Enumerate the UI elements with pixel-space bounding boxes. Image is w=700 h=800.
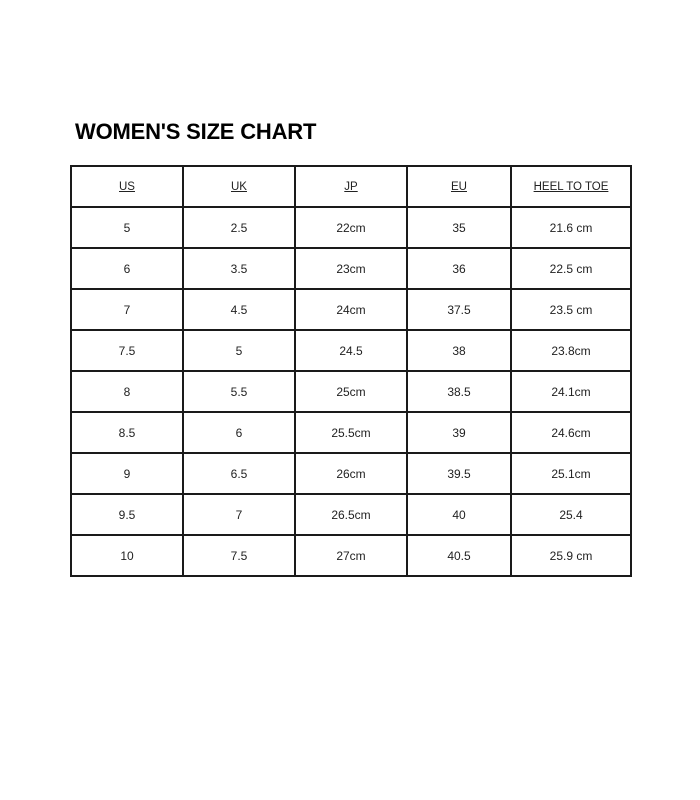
cell-eu: 39.5 bbox=[407, 453, 511, 494]
cell-jp: 25.5cm bbox=[295, 412, 407, 453]
table-row bbox=[71, 289, 631, 330]
cell-us: 7 bbox=[71, 289, 183, 330]
cell-eu: 35 bbox=[407, 207, 511, 248]
table-row bbox=[71, 412, 631, 453]
table-row bbox=[71, 453, 631, 494]
table-row bbox=[71, 207, 631, 248]
cell-us: 8 bbox=[71, 371, 183, 412]
cell-uk: 6 bbox=[183, 412, 295, 453]
cell-heel-to-toe: 23.8cm bbox=[511, 330, 631, 371]
header-us: US bbox=[71, 166, 183, 207]
cell-heel-to-toe: 25.9 cm bbox=[511, 535, 631, 576]
cell-uk: 6.5 bbox=[183, 453, 295, 494]
chart-title: WOMEN'S SIZE CHART bbox=[75, 119, 317, 144]
table-row bbox=[71, 535, 631, 576]
cell-uk: 2.5 bbox=[183, 207, 295, 248]
cell-eu: 40 bbox=[407, 494, 511, 535]
cell-jp: 24cm bbox=[295, 289, 407, 330]
cell-heel-to-toe: 24.6cm bbox=[511, 412, 631, 453]
cell-eu: 38.5 bbox=[407, 371, 511, 412]
table-row bbox=[71, 330, 631, 371]
cell-heel-to-toe: 25.1cm bbox=[511, 453, 631, 494]
cell-eu: 40.5 bbox=[407, 535, 511, 576]
cell-heel-to-toe: 25.4 bbox=[511, 494, 631, 535]
cell-uk: 7.5 bbox=[183, 535, 295, 576]
cell-eu: 39 bbox=[407, 412, 511, 453]
cell-jp: 25cm bbox=[295, 371, 407, 412]
size-table bbox=[70, 165, 632, 577]
cell-eu: 37.5 bbox=[407, 289, 511, 330]
cell-uk: 5 bbox=[183, 330, 295, 371]
table-row bbox=[71, 371, 631, 412]
cell-jp: 23cm bbox=[295, 248, 407, 289]
cell-us: 9.5 bbox=[71, 494, 183, 535]
cell-us: 5 bbox=[71, 207, 183, 248]
table-row bbox=[71, 248, 631, 289]
header-jp: JP bbox=[295, 166, 407, 207]
cell-uk: 7 bbox=[183, 494, 295, 535]
cell-jp: 26cm bbox=[295, 453, 407, 494]
cell-heel-to-toe: 23.5 cm bbox=[511, 289, 631, 330]
cell-us: 8.5 bbox=[71, 412, 183, 453]
header-uk: UK bbox=[183, 166, 295, 207]
cell-uk: 4.5 bbox=[183, 289, 295, 330]
table-row bbox=[71, 494, 631, 535]
header-row bbox=[71, 166, 631, 207]
header-eu: EU bbox=[407, 166, 511, 207]
cell-jp: 22cm bbox=[295, 207, 407, 248]
cell-heel-to-toe: 22.5 cm bbox=[511, 248, 631, 289]
cell-eu: 36 bbox=[407, 248, 511, 289]
cell-us: 10 bbox=[71, 535, 183, 576]
cell-heel-to-toe: 21.6 cm bbox=[511, 207, 631, 248]
header-heel-to-toe: HEEL TO TOE bbox=[511, 166, 631, 207]
cell-jp: 27cm bbox=[295, 535, 407, 576]
cell-eu: 38 bbox=[407, 330, 511, 371]
cell-us: 9 bbox=[71, 453, 183, 494]
cell-us: 6 bbox=[71, 248, 183, 289]
cell-uk: 5.5 bbox=[183, 371, 295, 412]
cell-uk: 3.5 bbox=[183, 248, 295, 289]
cell-jp: 24.5 bbox=[295, 330, 407, 371]
cell-heel-to-toe: 24.1cm bbox=[511, 371, 631, 412]
cell-jp: 26.5cm bbox=[295, 494, 407, 535]
cell-us: 7.5 bbox=[71, 330, 183, 371]
